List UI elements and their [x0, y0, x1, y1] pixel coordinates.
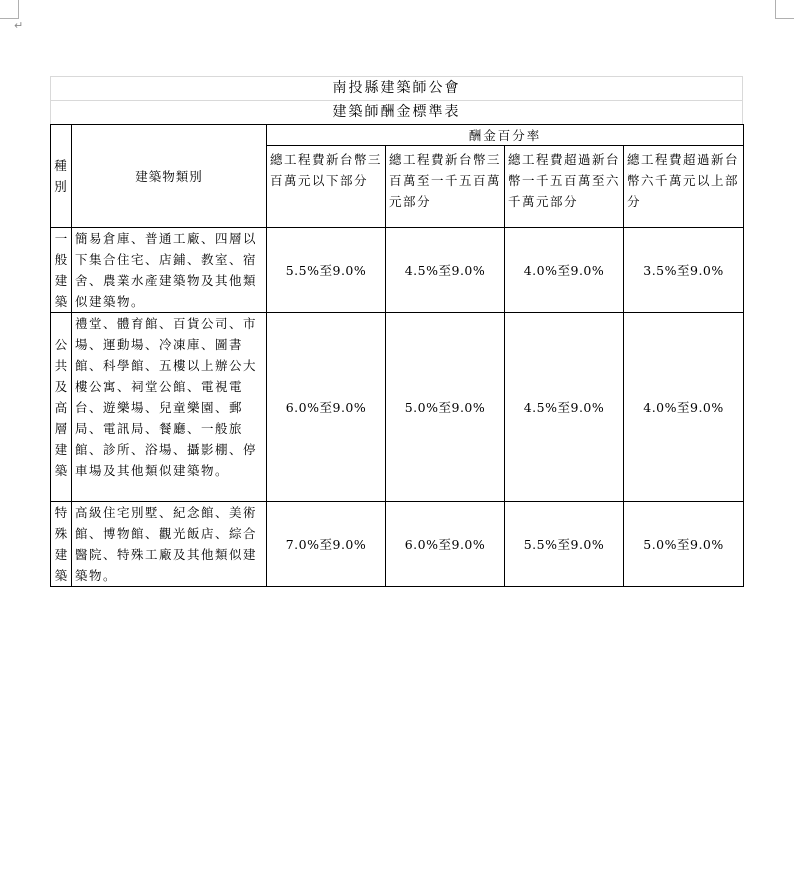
rate-cell: 5.0%至9.0% [624, 502, 744, 587]
rate-cell: 4.0%至9.0% [505, 228, 624, 313]
table-title: 建築師酬金標準表 [51, 100, 742, 124]
rate-cell: 6.0%至9.0% [267, 313, 386, 502]
header-range-4: 總工程費超過新台幣六千萬元以上部分 [624, 146, 744, 228]
rate-cell: 3.5%至9.0% [624, 228, 744, 313]
rate-cell: 7.0%至9.0% [267, 502, 386, 587]
rate-cell: 4.0%至9.0% [624, 313, 744, 502]
rate-cell: 5.5%至9.0% [505, 502, 624, 587]
table-row [51, 502, 744, 587]
header-category: 建築物類別 [72, 125, 267, 228]
table-row [51, 313, 744, 502]
association-title: 南投縣建築師公會 [332, 80, 461, 96]
row-category: 簡易倉庫、普通工廠、四層以下集合住宅、店鋪、教室、宿舍、農業水產建築物及其他類似建築物。 [72, 228, 267, 313]
rate-cell: 4.5%至9.0% [386, 228, 505, 313]
row-category: 高級住宅別墅、紀念館、美術館、博物館、觀光飯店、綜合醫院、特殊工廠及其他類似建築物。 [72, 502, 267, 587]
rate-cell: 6.0%至9.0% [386, 502, 505, 587]
rate-cell: 5.0%至9.0% [386, 313, 505, 502]
page-corner-mark-left [0, 0, 19, 19]
header-range-3: 總工程費超過新台幣一千五百萬至六千萬元部分 [505, 146, 624, 228]
title-block [50, 76, 743, 125]
row-kind: 公 共 及 高 層 建 築 [51, 313, 72, 502]
fee-standard-table [50, 124, 744, 587]
rate-cell: 5.5%至9.0% [267, 228, 386, 313]
row-category: 禮堂、體育館、百貨公司、市場、運動場、冷凍庫、圖書館、科學館、五樓以上辦公大樓公寓、祠堂公館、電視電台、遊樂場、兒童樂園、郵局、電訊局、餐廳、一般旅館、診所、浴場、攝影棚、停車場及其他類似建築物。 [72, 313, 267, 502]
rate-cell: 4.5%至9.0% [505, 313, 624, 502]
header-kind: 種 別 [51, 125, 72, 228]
row-kind: 一 般 建 築 [51, 228, 72, 313]
row-kind: 特 殊 建 築 [51, 502, 72, 587]
header-range-1: 總工程費新台幣三百萬元以下部分 [267, 146, 386, 228]
table-row [51, 228, 744, 313]
header-range-2: 總工程費新台幣三百萬至一千五百萬元部分 [386, 146, 505, 228]
page-corner-mark-right [775, 0, 794, 19]
header-percent: 酬金百分率 [267, 125, 744, 146]
paragraph-mark-icon: ↵ [14, 19, 24, 32]
